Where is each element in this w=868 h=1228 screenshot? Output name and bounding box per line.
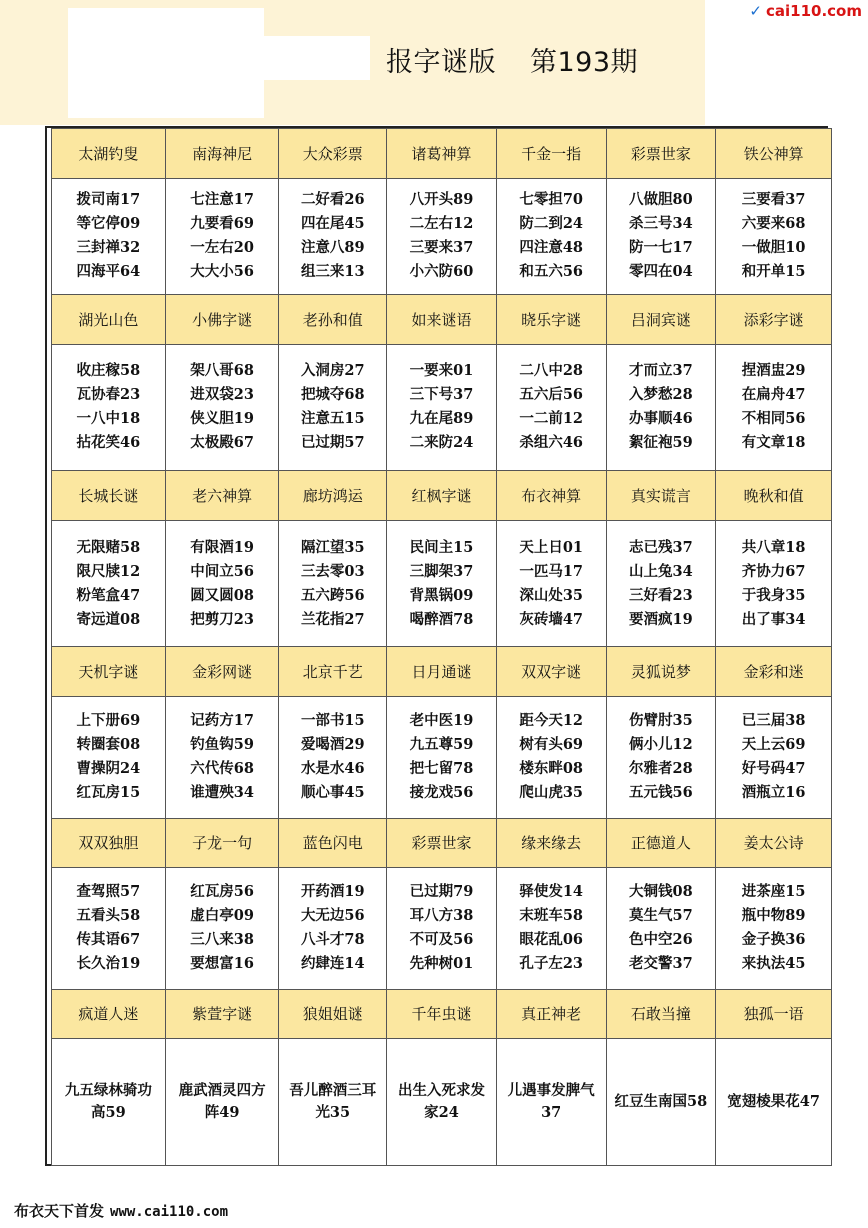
riddle-line: 五元钱56 (629, 784, 693, 802)
group-body-row (52, 868, 832, 990)
group-header-row (52, 647, 832, 697)
riddle-line: 注意八89 (300, 239, 365, 257)
riddle-line: 孔子左23 (519, 955, 584, 973)
riddle-line: 九五尊59 (409, 736, 474, 754)
site-name: cai110.com (766, 2, 862, 20)
footer-text: 布衣天下首发 (14, 1202, 105, 1220)
riddle-cell (606, 178, 716, 294)
group-body-row (52, 1039, 832, 1166)
riddle-line: 把剪刀23 (190, 610, 254, 628)
riddle-cell (496, 697, 606, 819)
author-name: 子龙一句 (165, 818, 279, 868)
riddle-line: 山上兔34 (629, 562, 693, 580)
riddle-line: 防一七17 (629, 239, 693, 257)
author-name: 姜太公诗 (716, 818, 832, 868)
riddle-cell (606, 868, 716, 990)
riddle-line: 杀组六46 (519, 434, 584, 452)
group-body-row (52, 697, 832, 819)
riddle-line: 末班车58 (519, 907, 584, 925)
riddle-line: 吾儿醉酒三耳 (289, 1082, 377, 1100)
author-name: 长城长谜 (52, 471, 166, 521)
riddle-line: 一部书15 (300, 712, 365, 730)
riddle-line: 红瓦房56 (190, 883, 254, 901)
riddle-line: 耳八方38 (409, 907, 474, 925)
riddle-cell (387, 868, 497, 990)
riddle-cell (716, 520, 832, 647)
riddle-line: 出生入死求发 (397, 1082, 485, 1100)
riddle-line: 金子换36 (741, 931, 806, 949)
riddle-line: 圆又圆08 (190, 586, 254, 604)
riddle-line: 侠义胆19 (190, 410, 254, 428)
author-name: 千金一指 (496, 129, 606, 179)
riddle-cell (165, 344, 279, 471)
riddle-line: 爱喝酒29 (300, 736, 365, 754)
riddle-line: 不可及56 (409, 931, 474, 949)
check-icon: ✓ (749, 2, 762, 20)
riddle-cell (52, 178, 166, 294)
author-name: 缘来缘去 (496, 818, 606, 868)
riddle-line: 二好看26 (300, 191, 365, 209)
riddle-line: 四在尾45 (300, 215, 365, 233)
riddle-line: 长久治19 (76, 955, 141, 973)
riddle-line: 才而立37 (629, 362, 693, 380)
riddle-line: 三封禅32 (76, 239, 141, 257)
author-name: 金彩和迷 (716, 647, 832, 697)
riddle-line: 办事顺46 (629, 410, 693, 428)
author-name: 石敢当撞 (606, 989, 716, 1039)
riddle-line: 二八中28 (519, 362, 584, 380)
riddle-line: 共八章18 (741, 538, 806, 556)
riddle-line: 家24 (424, 1104, 459, 1122)
riddle-line: 驿使发14 (519, 883, 584, 901)
riddle-line: 不相同56 (741, 410, 806, 428)
riddle-line: 莫生气57 (629, 907, 693, 925)
riddle-line: 四注意48 (519, 239, 584, 257)
author-name: 太湖钓叟 (52, 129, 166, 179)
riddle-line: 和开单15 (741, 263, 806, 281)
author-name: 晓乐字谜 (496, 295, 606, 345)
author-name: 真正神老 (496, 989, 606, 1039)
author-name: 疯道人迷 (52, 989, 166, 1039)
riddle-line: 三脚架37 (409, 562, 474, 580)
riddle-line: 要酒疯19 (629, 610, 693, 628)
riddle-line: 六要来68 (741, 215, 806, 233)
riddle-line: 三要看37 (741, 191, 806, 209)
riddle-line: 阵49 (204, 1104, 240, 1122)
riddle-line: 架八哥68 (190, 362, 254, 380)
riddle-line: 老交警37 (629, 955, 693, 973)
riddle-table (45, 126, 828, 1166)
riddle-line: 伤臂肘35 (629, 712, 693, 730)
author-name: 添彩字谜 (716, 295, 832, 345)
riddle-line: 出了事34 (741, 610, 806, 628)
issue-number: 第193期 (530, 47, 639, 78)
riddle-line: 五六跨56 (300, 586, 365, 604)
author-name: 千年虫谜 (387, 989, 497, 1039)
riddle-line: 背黑锅09 (409, 586, 474, 604)
author-name: 紫萱字谜 (165, 989, 279, 1039)
riddle-line: 光35 (315, 1104, 351, 1122)
riddle-line: 鹿武酒灵四方 (178, 1082, 266, 1100)
riddle-line: 瓶中物89 (741, 907, 806, 925)
riddle-cell (496, 344, 606, 471)
riddle-line: 一要来01 (409, 362, 474, 380)
author-name: 彩票世家 (606, 129, 716, 179)
riddle-line: 灰砖墙47 (519, 610, 584, 628)
riddle-line: 树有头69 (519, 736, 584, 754)
riddle-line: 红瓦房15 (76, 784, 141, 802)
riddle-line: 等它停09 (76, 215, 141, 233)
riddle-cell (716, 1039, 832, 1166)
riddle-line: 一二前12 (519, 410, 584, 428)
riddle-line: 九在尾89 (409, 410, 474, 428)
footer-url[interactable]: www.cai110.com (110, 1204, 229, 1220)
riddle-line: 八开头89 (409, 191, 474, 209)
riddle-line: 一八中18 (76, 410, 141, 428)
author-name: 南海神尼 (165, 129, 279, 179)
riddle-line: 进茶座15 (741, 883, 806, 901)
author-name: 湖光山色 (52, 295, 166, 345)
author-name: 彩票世家 (387, 818, 497, 868)
header-blank-right (262, 36, 370, 80)
riddle-line: 转圈套08 (76, 736, 141, 754)
riddle-line: 大无边56 (300, 907, 365, 925)
riddle-line: 志已残37 (629, 538, 693, 556)
riddle-line: 传其语67 (76, 931, 141, 949)
riddle-line: 二左右12 (409, 215, 474, 233)
riddle-cell (496, 520, 606, 647)
page-title (386, 40, 638, 80)
riddle-line: 高59 (91, 1104, 126, 1122)
riddle-line: 粉笔盒47 (76, 586, 141, 604)
riddle-line: 寄远道08 (76, 610, 141, 628)
riddle-cell (387, 1039, 497, 1166)
header-blank-left (68, 8, 264, 118)
riddle-cell (52, 868, 166, 990)
riddle-cell (52, 344, 166, 471)
riddle-line: 记药方17 (190, 712, 254, 730)
riddle-line: 查驾照57 (76, 883, 141, 901)
author-name: 双双字谜 (496, 647, 606, 697)
riddle-line: 组三来13 (300, 263, 365, 281)
riddle-line: 先种树01 (409, 955, 474, 973)
author-name: 如来谜语 (387, 295, 497, 345)
riddle-line: 把城夺68 (300, 386, 365, 404)
riddle-line: 齐协力67 (741, 562, 806, 580)
riddle-line: 水是水46 (300, 760, 365, 778)
riddle-line: 谁遭殃34 (190, 784, 254, 802)
riddle-cell (279, 344, 387, 471)
riddle-line: 注意五15 (300, 410, 365, 428)
riddle-line: 于我身35 (741, 586, 806, 604)
riddle-cell (496, 178, 606, 294)
riddle-line: 七注意17 (190, 191, 254, 209)
riddle-cell (606, 520, 716, 647)
group-body-row (52, 178, 832, 294)
riddle-cell (279, 520, 387, 647)
riddle-cell (165, 520, 279, 647)
riddle-cell (52, 697, 166, 819)
riddle-cell (496, 868, 606, 990)
riddle-line: 曹操阴24 (76, 760, 141, 778)
riddle-line: 有限酒19 (190, 538, 254, 556)
riddle-line: 喝醉酒78 (409, 610, 474, 628)
riddle-cell (165, 868, 279, 990)
group-header-row (52, 989, 832, 1039)
riddle-line: 虚白亭09 (190, 907, 254, 925)
riddle-cell (606, 1039, 716, 1166)
author-name: 真实谎言 (606, 471, 716, 521)
riddle-line: 五看头58 (76, 907, 141, 925)
author-name: 双双独胆 (52, 818, 166, 868)
riddle-grid (51, 128, 832, 1166)
riddle-cell (716, 344, 832, 471)
riddle-line: 宽翅棱果花47 (727, 1093, 820, 1111)
riddle-line: 天上云69 (741, 736, 806, 754)
riddle-line: 深山处35 (519, 586, 584, 604)
riddle-line: 儿遇事发脾气 (507, 1082, 595, 1100)
author-name: 布衣神算 (496, 471, 606, 521)
riddle-line: 俩小儿12 (629, 736, 693, 754)
riddle-line: 接龙戏56 (409, 784, 474, 802)
riddle-cell (496, 1039, 606, 1166)
riddle-cell (165, 1039, 279, 1166)
riddle-line: 中间立56 (190, 562, 254, 580)
riddle-line: 大大小56 (190, 263, 254, 281)
riddle-line: 进双袋23 (190, 386, 254, 404)
author-name: 铁公神算 (716, 129, 832, 179)
author-name: 老六神算 (165, 471, 279, 521)
group-body-row (52, 344, 832, 471)
riddle-line: 太极殿67 (190, 434, 254, 452)
riddle-line: 距今天12 (519, 712, 584, 730)
riddle-line: 37 (541, 1104, 562, 1122)
author-name: 天机字谜 (52, 647, 166, 697)
author-name: 蓝色闪电 (279, 818, 387, 868)
riddle-line: 九要看69 (190, 215, 254, 233)
author-name: 独孤一语 (716, 989, 832, 1039)
riddle-line: 防二到24 (519, 215, 584, 233)
riddle-line: 絮征袍59 (629, 434, 693, 452)
riddle-line: 杀三号34 (629, 215, 693, 233)
riddle-line: 入洞房27 (300, 362, 365, 380)
riddle-cell (52, 1039, 166, 1166)
riddle-line: 零四在04 (629, 263, 693, 281)
riddle-line: 三要来37 (409, 239, 474, 257)
author-name: 吕洞宾谜 (606, 295, 716, 345)
riddle-line: 把七留78 (409, 760, 474, 778)
riddle-line: 和五六56 (519, 263, 584, 281)
riddle-cell (52, 520, 166, 647)
riddle-line: 好号码47 (741, 760, 806, 778)
riddle-line: 一做胆10 (741, 239, 806, 257)
riddle-line: 顺心事45 (300, 784, 365, 802)
riddle-cell (279, 697, 387, 819)
riddle-line: 尔雅者28 (629, 760, 693, 778)
riddle-cell (716, 178, 832, 294)
author-name: 正德道人 (606, 818, 716, 868)
footer (14, 1200, 228, 1221)
riddle-line: 一左右20 (190, 239, 254, 257)
riddle-line: 三下号37 (409, 386, 474, 404)
riddle-line: 开药酒19 (300, 883, 365, 901)
riddle-cell (279, 1039, 387, 1166)
riddle-line: 要想富16 (190, 955, 254, 973)
riddle-line: 酒瓶立16 (741, 784, 806, 802)
riddle-line: 三八来38 (190, 931, 254, 949)
group-body-row (52, 520, 832, 647)
riddle-line: 无限赌58 (76, 538, 141, 556)
riddle-line: 二来防24 (409, 434, 474, 452)
author-name: 大众彩票 (279, 129, 387, 179)
riddle-cell (716, 868, 832, 990)
riddle-line: 上下册69 (76, 712, 141, 730)
riddle-line: 六代传68 (190, 760, 254, 778)
riddle-cell (279, 868, 387, 990)
riddle-line: 红豆生南国58 (614, 1093, 708, 1111)
riddle-cell (716, 697, 832, 819)
riddle-cell (165, 697, 279, 819)
riddle-line: 八斗才78 (300, 931, 365, 949)
riddle-line: 约肆连14 (300, 955, 365, 973)
author-name: 晚秋和值 (716, 471, 832, 521)
group-header-row (52, 295, 832, 345)
riddle-line: 已三届38 (741, 712, 806, 730)
riddle-line: 三好看23 (629, 586, 693, 604)
riddle-line: 色中空26 (629, 931, 693, 949)
riddle-line: 大铜钱08 (629, 883, 693, 901)
riddle-cell (387, 344, 497, 471)
group-header-row (52, 129, 832, 179)
author-name: 日月通谜 (387, 647, 497, 697)
group-header-row (52, 471, 832, 521)
riddle-line: 九五绿林骑功 (64, 1082, 152, 1100)
riddle-cell (165, 178, 279, 294)
site-logo[interactable] (749, 2, 862, 20)
author-name: 廊坊鸿运 (279, 471, 387, 521)
riddle-line: 已过期57 (300, 434, 365, 452)
riddle-line: 入梦愁28 (629, 386, 693, 404)
riddle-line: 七零担70 (519, 191, 584, 209)
riddle-line: 八做胆80 (629, 191, 693, 209)
riddle-cell (387, 520, 497, 647)
author-name: 小佛字谜 (165, 295, 279, 345)
riddle-line: 一匹马17 (519, 562, 584, 580)
author-name: 灵狐说梦 (606, 647, 716, 697)
author-name: 红枫字谜 (387, 471, 497, 521)
title-text: 报字谜版 (386, 47, 496, 78)
riddle-cell (387, 697, 497, 819)
riddle-line: 限尺牍12 (76, 562, 141, 580)
riddle-line: 在扁舟47 (741, 386, 806, 404)
riddle-line: 捏酒盅29 (741, 362, 806, 380)
author-name: 老孙和值 (279, 295, 387, 345)
riddle-cell (387, 178, 497, 294)
author-name: 诸葛神算 (387, 129, 497, 179)
riddle-line: 楼东畔08 (519, 760, 584, 778)
riddle-line: 民间主15 (409, 538, 474, 556)
author-name: 狼姐姐谜 (279, 989, 387, 1039)
riddle-line: 天上日01 (519, 538, 584, 556)
riddle-line: 拈花笑46 (76, 434, 141, 452)
riddle-line: 钓鱼钩59 (190, 736, 254, 754)
riddle-cell (606, 697, 716, 819)
riddle-line: 四海平64 (76, 263, 141, 281)
author-name: 北京千艺 (279, 647, 387, 697)
riddle-line: 三去零03 (300, 562, 365, 580)
riddle-line: 兰花指27 (300, 610, 365, 628)
riddle-line: 来执法45 (741, 955, 806, 973)
riddle-line: 已过期79 (409, 883, 474, 901)
author-name: 金彩网谜 (165, 647, 279, 697)
riddle-line: 小六防60 (409, 263, 474, 281)
riddle-line: 隔江望35 (300, 538, 365, 556)
riddle-line: 瓦协春23 (76, 386, 141, 404)
riddle-line: 爬山虎35 (519, 784, 584, 802)
riddle-line: 眼花乱06 (519, 931, 584, 949)
riddle-line: 五六后56 (519, 386, 584, 404)
group-header-row (52, 818, 832, 868)
riddle-line: 拨司南17 (76, 191, 141, 209)
riddle-cell (606, 344, 716, 471)
riddle-line: 老中医19 (409, 712, 474, 730)
riddle-cell (279, 178, 387, 294)
riddle-line: 收庄稼58 (76, 362, 141, 380)
riddle-line: 有文章18 (741, 434, 806, 452)
